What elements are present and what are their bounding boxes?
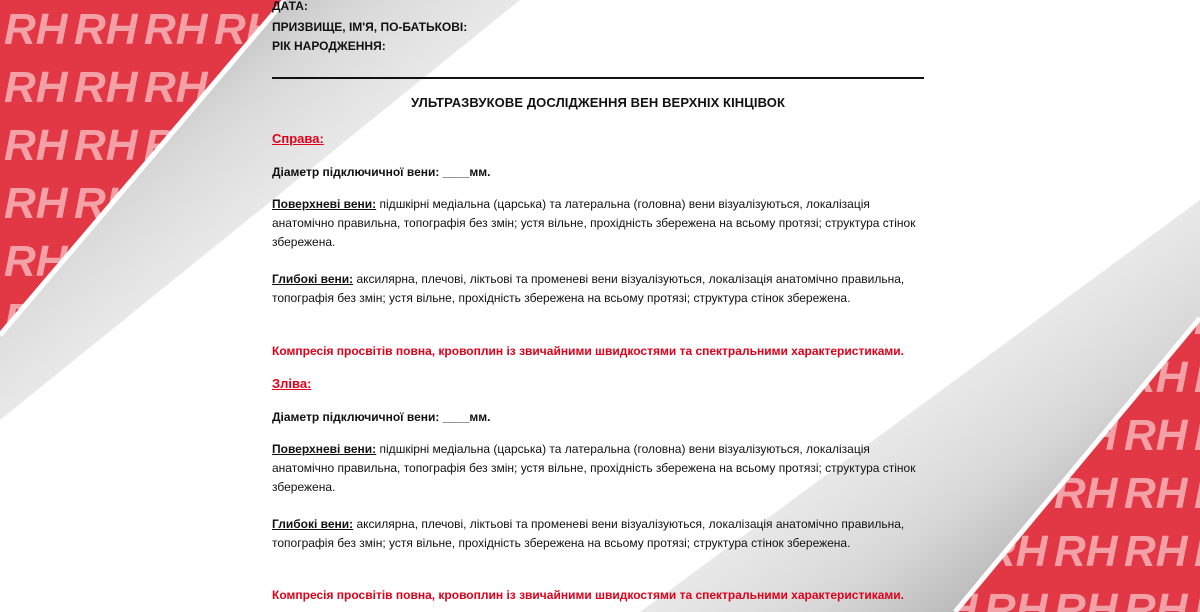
left-heading: Зліва: — [272, 376, 312, 391]
date-label: ДАТА: — [272, 0, 308, 13]
left-deep-veins — [272, 515, 924, 553]
right-deep-label: Глибокі вени: — [272, 272, 354, 286]
right-heading: Справа: — [272, 131, 324, 146]
birth-year-label: РІК НАРОДЖЕННЯ: — [272, 39, 386, 53]
right-superficial-text: підшкірні медіальна (царська) та латеральна (головна) вени візуалізуються, локалізація анатомічно правильна, топографія без змін; устя вільне, прохідність збережена на всьому протязі; структура стінок збережена. — [272, 197, 916, 249]
left-superficial-label: Поверхневі вени: — [272, 442, 377, 456]
left-superficial-text: підшкірні медіальна (царська) та латеральна (головна) вени візуалізуються, локалізація анатомічно правильна, топографія без змін; устя вільне, прохідність збережена на всьому протязі; структура стінок збережена. — [272, 442, 916, 494]
right-deep-veins — [272, 270, 924, 308]
right-superficial-veins — [272, 195, 924, 252]
right-superficial-label: Поверхневі вени: — [272, 197, 377, 211]
header-divider — [272, 77, 924, 79]
name-label: ПРИЗВИЩЕ, ІМ'Я, ПО-БАТЬКОВІ: — [272, 20, 468, 34]
left-deep-text: аксилярна, плечові, ліктьові та променеві вени візуалізуються, локалізація анатомічно правильна, топографія без змін; устя вільне, прохідність збережена на всьому протязі; структура стінок збережена. — [272, 517, 905, 550]
right-deep-text: аксилярна, плечові, ліктьові та променеві вени візуалізуються, локалізація анатомічно правильна, топографія без змін; устя вільне, прохідність збережена на всьому протязі; структура стінок збережена. — [272, 272, 905, 305]
left-compression: Компресія просвітів повна, кровоплин із звичайними швидкостями та спектральними характеристиками. — [272, 588, 904, 602]
document-title: УЛЬТРАЗВУКОВЕ ДОСЛІДЖЕННЯ ВЕН ВЕРХНІХ КІНЦІВОК — [410, 95, 786, 110]
right-compression: Компресія просвітів повна, кровоплин із звичайними швидкостями та спектральними характеристиками. — [272, 344, 904, 358]
left-superficial-veins — [272, 440, 924, 497]
left-deep-label: Глибокі вени: — [272, 517, 354, 531]
right-diameter: Діаметр підключичної вени: ____мм. — [272, 165, 491, 179]
left-diameter: Діаметр підключичної вени: ____мм. — [272, 410, 491, 424]
